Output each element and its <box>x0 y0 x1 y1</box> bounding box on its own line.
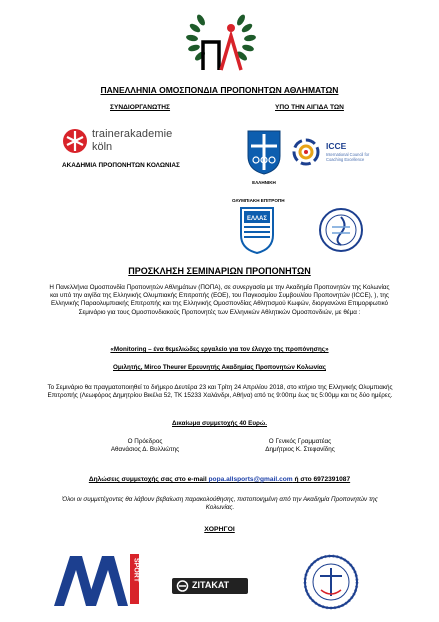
zitakat-title: ZITAKAT <box>192 580 230 590</box>
intro-paragraph: Η Πανελλήνια Ομοσπονδία Προπονητών Αθλημάτων (ΠΟΠΑ), σε συνεργασία με την Ακαδημία Προπονητών της Κολωνίας και υπό την αιγίδα της Ελληνικής Ολυμπιακής Επιτροπής (ΕΟΕ), του Παγκοσμίου Συμβουλίου Προπονητών (ICCE), ), της Ελληνικής Παραολυμπιακής Επιτροπής και της Ελληνικής Ομοσπονδίας Αθλητισμού Κωφών, διοργανώνει Επιμορφωτικό Σεμινάριο για τους Ομοσπονδιακούς Προπονητές των Ελληνικών Αθλητικών Ομοσπονδιών, με θέμα : <box>49 284 390 316</box>
popa-logo-icon <box>183 6 259 72</box>
declaration-prefix: Δηλώσεις συμμετοχής σας στο e-mail <box>88 476 209 483</box>
president-signature <box>100 438 190 454</box>
hellenic-olympic-shield-icon <box>245 128 283 176</box>
trainerakademie-logo-icon <box>62 126 88 156</box>
email-link[interactable]: popa.allsports@gmail.com <box>208 476 293 483</box>
aa-sport-text: SPORT <box>132 558 140 583</box>
icce-subtitle: International Council for Coaching Excellence <box>326 152 370 162</box>
zitakat-mark-icon <box>176 580 189 592</box>
icce-title: ICCE <box>326 141 347 151</box>
seminar-topic: «Monitoring – ένα θεμελιώδες εργαλείο για τον έλεγχο της προπόνησης» <box>110 346 329 353</box>
president-name: Αθανάσιος Δ. Βυλλιώτης <box>110 446 180 454</box>
academy-caption: ΑΚΑΔΗΜΙΑ ΠΡΟΠΟΝΗΤΩΝ ΚΟΛΩΝΙΑΣ <box>62 162 180 169</box>
certificate-note: Όλοι οι συμμετέχοντες θα λάβουν βεβαίωση παρακολούθησης, πιστοποιημένη από την Ακαδημία Προπονητών της Κολωνίας. <box>62 496 378 512</box>
auspices-label: ΥΠΟ ΤΗΝ ΑΙΓΙΔΑ ΤΩΝ <box>275 104 344 111</box>
hellenic-paralympic-logo-icon <box>238 205 276 255</box>
invitation-title: ΠΡΟΣΚΛΗΣΗ ΣΕΜΙΝΑΡΙΩΝ ΠΡΟΠΟΝΗΤΩΝ <box>128 266 311 276</box>
declaration-line <box>0 476 439 483</box>
trainerakademie-text: trainerakademie <box>92 128 173 140</box>
olympic-committee-caption: ΟΛΥΜΠΙΑΚΗ ΕΠΙΤΡΟΠΗ <box>232 198 285 203</box>
co-organizers-label: ΣΥΝΔΙΟΡΓΑΝΩΤΗΣ <box>110 104 171 111</box>
koln-text: köln <box>92 141 113 153</box>
aa-sport-logo-icon <box>52 548 140 610</box>
president-role: Ο Πρόεδρος <box>127 438 163 445</box>
seminar-speaker: Ομιλητής, Mirco Theurer Ερευνητής Ακαδημίας Προπονητών Κολωνίας <box>113 364 326 371</box>
icce-logo-icon <box>292 138 322 166</box>
participation-fee: Δικαίωμα συμμετοχής 40 Ευρώ. <box>172 420 267 427</box>
deaf-sports-federation-logo-icon <box>318 207 364 253</box>
secretary-name: Δημήτριος Κ. Στεφανίδης <box>265 446 335 454</box>
schedule-paragraph: Το Σεμινάριο θα πραγματοποιηθεί το διήμερο Δευτέρα 23 και Τρίτη 24 Απριλίου 2018, στο κτήριο της Ελληνικής Ολυμπιακής Επιτροπής (Λεωφόρος Δημητρίου Βικέλα 52, ΤΚ 15233 Χαλάνδρι, Αθήνα) από τις 9:00πμ έως τις 5:00μμ και τις δύο ημέρες. <box>47 384 393 400</box>
para-shield-text: ΕΛΛΑΣ <box>247 216 267 222</box>
sponsors-label: ΧΟΡΗΓΟΙ <box>204 526 235 533</box>
phone-number[interactable]: 6972391087 <box>313 476 351 483</box>
secretary-signature <box>250 438 350 454</box>
secretary-role: Ο Γενικός Γραμματέας <box>268 438 332 445</box>
federation-heading: ΠΑΝΕΛΛΗΝΙΑ ΟΜΟΣΠΟΝΔΙΑ ΠΡΟΠΟΝΗΤΩΝ ΑΘΛΗΜΑΤΩΝ <box>100 85 339 95</box>
declaration-middle: ή στο <box>292 476 314 483</box>
hellenic-caption: ΕΛΛΗΝΙΚΗ <box>252 180 276 185</box>
federation-seal-icon <box>303 554 359 610</box>
